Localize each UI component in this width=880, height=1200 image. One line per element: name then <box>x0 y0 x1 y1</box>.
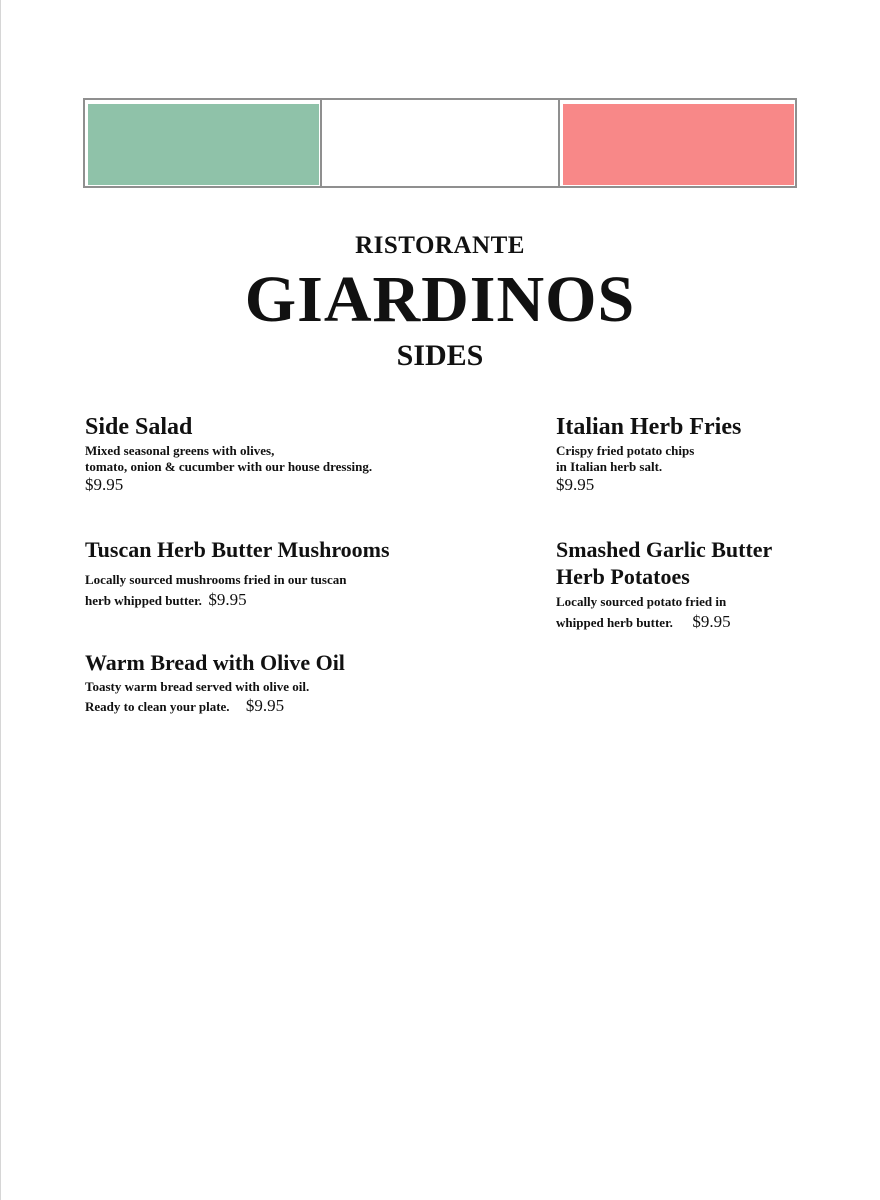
item-description-line-with-price <box>85 696 345 717</box>
flag-green-fill <box>88 104 319 185</box>
item-title-line: Smashed Garlic Butter <box>556 537 773 562</box>
flag-white-cell <box>320 100 557 186</box>
italian-flag-banner <box>83 98 797 188</box>
item-description-line: Locally sourced potato fried in <box>556 594 727 609</box>
flag-green-cell <box>85 100 320 186</box>
item-description-text: Ready to clean your plate. <box>85 699 230 714</box>
item-description-line-with-price <box>85 590 390 611</box>
menu-item-smashed-garlic-butter-herb-potatoes <box>556 536 772 633</box>
item-price: $9.95 <box>556 475 595 494</box>
flag-white-fill <box>325 104 556 185</box>
item-description-line: Crispy fried potato chips <box>556 443 695 458</box>
item-title: Italian Herb Fries <box>556 414 742 440</box>
item-description-text: whipped herb butter. <box>556 615 673 630</box>
menu-item-tuscan-herb-butter-mushrooms <box>85 536 390 611</box>
item-title: Side Salad <box>85 414 193 440</box>
menu-item-side-salad <box>85 414 372 494</box>
item-description-line: tomato, onion & cucumber with our house dressing. <box>85 459 373 474</box>
item-description-line: Locally sourced mushrooms fried in our tuscan <box>85 572 347 587</box>
item-title-line: Herb Potatoes <box>556 564 690 589</box>
item-price: $9.95 <box>245 696 285 715</box>
menu-item-italian-herb-fries <box>556 414 741 494</box>
item-price: $9.95 <box>692 612 731 631</box>
restaurant-name: GIARDINOS <box>244 263 636 336</box>
item-description-line: Toasty warm bread served with olive oil. <box>85 679 310 694</box>
item-description-line: Mixed seasonal greens with olives, <box>85 443 275 458</box>
item-description-line: in Italian herb salt. <box>556 459 663 474</box>
flag-red-cell <box>558 100 795 186</box>
restaurant-prefix: RISTORANTE <box>355 232 525 259</box>
item-description-line-with-price <box>556 612 772 633</box>
item-title: Tuscan Herb Butter Mushrooms <box>85 537 390 562</box>
item-price: $9.95 <box>208 590 247 609</box>
item-title: Warm Bread with Olive Oil <box>85 650 345 675</box>
flag-red-fill <box>563 104 794 185</box>
menu-section-title: SIDES <box>396 339 484 372</box>
menu-item-warm-bread-with-olive-oil <box>85 649 345 717</box>
item-price: $9.95 <box>85 475 124 494</box>
item-description-text: herb whipped butter. <box>85 593 202 608</box>
page-left-edge <box>0 0 1 1200</box>
